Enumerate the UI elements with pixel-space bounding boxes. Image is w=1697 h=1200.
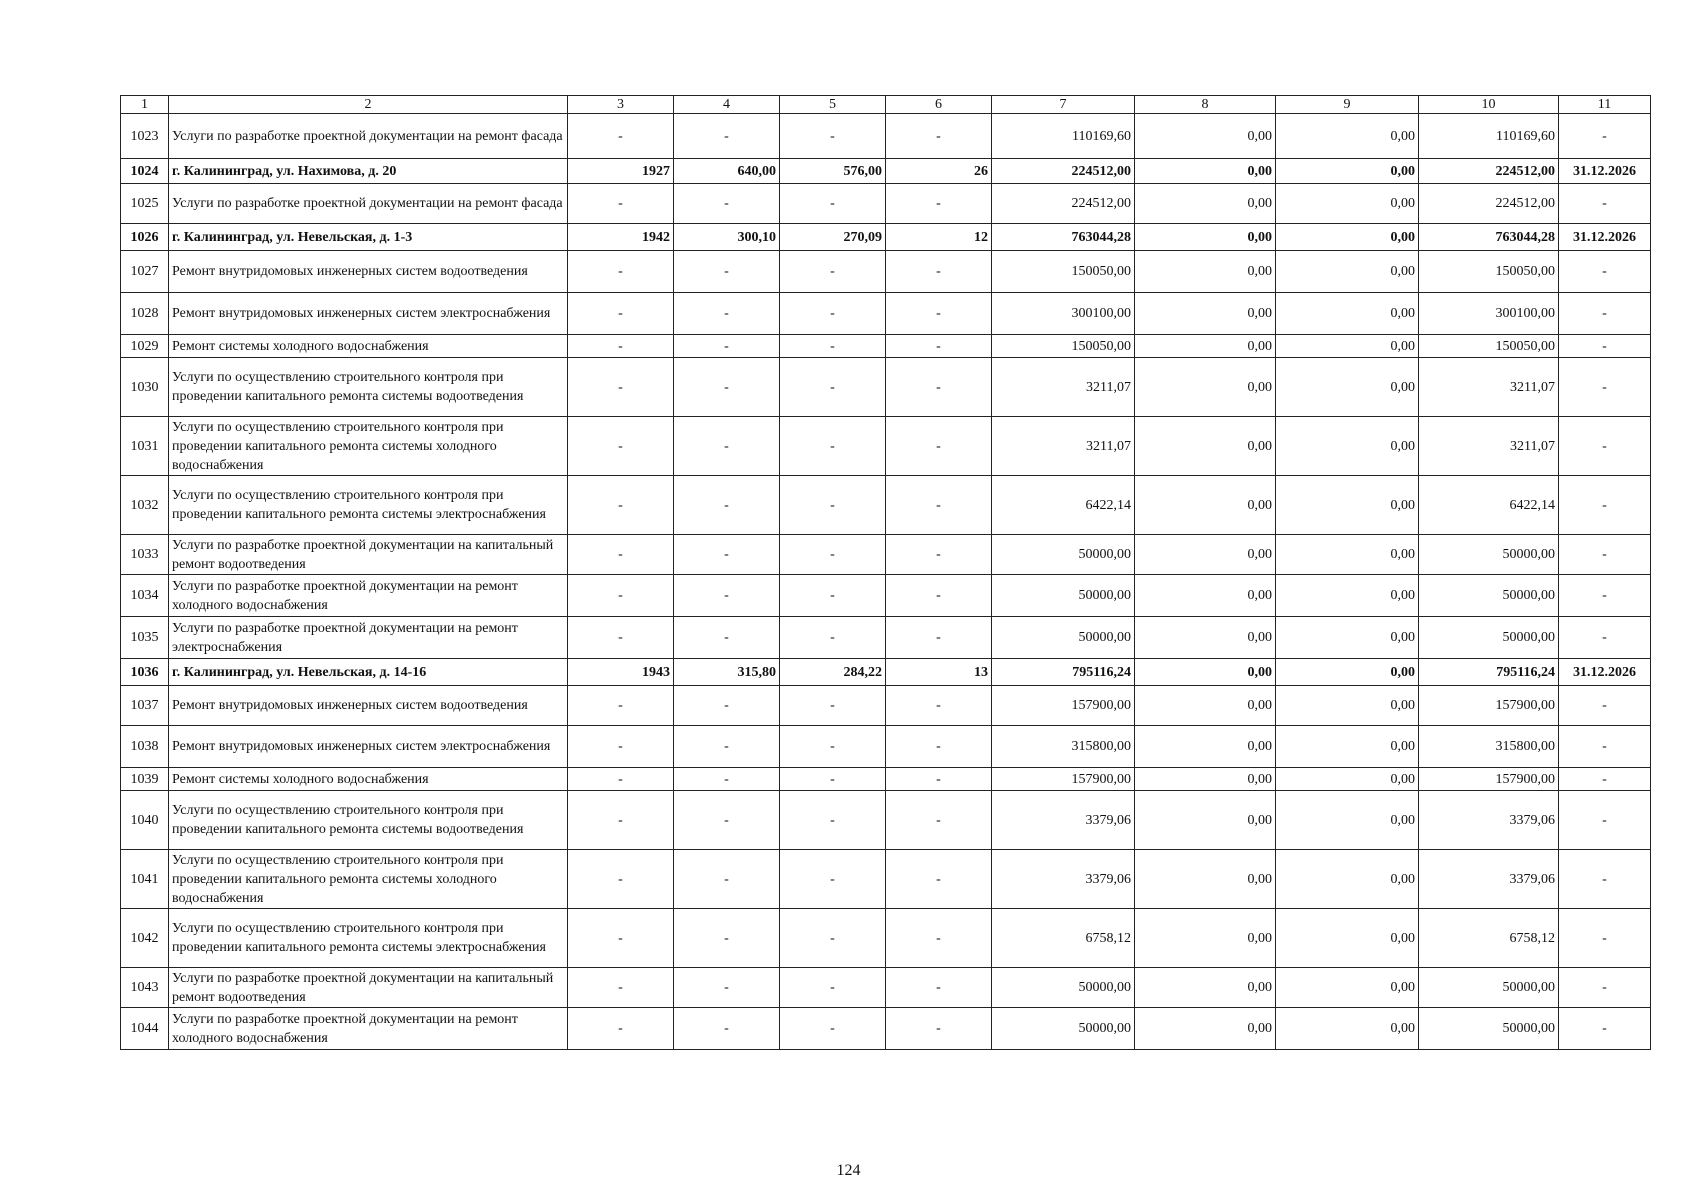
cell-c9: 0,00 [1276, 251, 1419, 293]
cell-c11: - [1559, 726, 1651, 768]
cell-c5: - [780, 791, 886, 850]
cell-c11: - [1559, 535, 1651, 575]
row-name: Ремонт внутридомовых инженерных систем электроснабжения [169, 726, 568, 768]
row-name: Услуги по осуществлению строительного контроля при проведении капитального ремонта системы холодного водоснабжения [169, 417, 568, 476]
row-name: Ремонт внутридомовых инженерных систем водоотведения [169, 251, 568, 293]
cell-c5: - [780, 850, 886, 909]
cell-c11: - [1559, 686, 1651, 726]
cell-c3: - [568, 476, 674, 535]
cell-c8: 0,00 [1135, 768, 1276, 791]
cell-c10: 150050,00 [1419, 251, 1559, 293]
cell-c3: - [568, 791, 674, 850]
row-number: 1035 [121, 617, 169, 659]
cell-c9: 0,00 [1276, 476, 1419, 535]
row-name: г. Калининград, ул. Невельская, д. 1-3 [169, 224, 568, 251]
cell-c4: - [674, 726, 780, 768]
cell-c5: - [780, 476, 886, 535]
table-row [121, 251, 1651, 293]
cell-c7: 224512,00 [992, 159, 1135, 184]
row-name: Услуги по разработке проектной документации на ремонт холодного водоснабжения [169, 1008, 568, 1050]
row-name: Услуги по разработке проектной документации на ремонт холодного водоснабжения [169, 575, 568, 617]
cell-c11: - [1559, 358, 1651, 417]
cell-c6: - [886, 850, 992, 909]
cell-c9: 0,00 [1276, 1008, 1419, 1050]
cell-c8: 0,00 [1135, 791, 1276, 850]
cell-c7: 50000,00 [992, 1008, 1135, 1050]
row-name: г. Калининград, ул. Нахимова, д. 20 [169, 159, 568, 184]
row-number: 1027 [121, 251, 169, 293]
cell-c8: 0,00 [1135, 686, 1276, 726]
cell-c6: - [886, 184, 992, 224]
cell-c9: 0,00 [1276, 659, 1419, 686]
cell-c5: - [780, 293, 886, 335]
table-row [121, 850, 1651, 909]
cell-c8: 0,00 [1135, 1008, 1276, 1050]
header-cell: 6 [886, 96, 992, 114]
row-name: Ремонт системы холодного водоснабжения [169, 335, 568, 358]
table-row [121, 358, 1651, 417]
cell-c7: 3211,07 [992, 417, 1135, 476]
cell-c5: - [780, 686, 886, 726]
cell-c6: - [886, 251, 992, 293]
header-cell: 7 [992, 96, 1135, 114]
cell-c4: 300,10 [674, 224, 780, 251]
cell-c11: 31.12.2026 [1559, 224, 1651, 251]
cell-c10: 50000,00 [1419, 617, 1559, 659]
table-row [121, 617, 1651, 659]
cell-c9: 0,00 [1276, 159, 1419, 184]
cell-c6: - [886, 791, 992, 850]
cell-c4: - [674, 791, 780, 850]
cell-c10: 795116,24 [1419, 659, 1559, 686]
cell-c3: - [568, 293, 674, 335]
table-row [121, 114, 1651, 159]
cell-c10: 6758,12 [1419, 909, 1559, 968]
cell-c11: - [1559, 184, 1651, 224]
cell-c11: - [1559, 968, 1651, 1008]
cell-c10: 3211,07 [1419, 417, 1559, 476]
cell-c7: 150050,00 [992, 335, 1135, 358]
cell-c8: 0,00 [1135, 476, 1276, 535]
cell-c4: - [674, 417, 780, 476]
cell-c9: 0,00 [1276, 791, 1419, 850]
row-number: 1041 [121, 850, 169, 909]
cell-c10: 763044,28 [1419, 224, 1559, 251]
cell-c4: 315,80 [674, 659, 780, 686]
cell-c3: - [568, 251, 674, 293]
cell-c5: - [780, 968, 886, 1008]
cell-c7: 50000,00 [992, 968, 1135, 1008]
cell-c9: 0,00 [1276, 968, 1419, 1008]
cell-c7: 50000,00 [992, 575, 1135, 617]
cell-c8: 0,00 [1135, 968, 1276, 1008]
row-number: 1040 [121, 791, 169, 850]
cell-c6: 26 [886, 159, 992, 184]
table-row [121, 791, 1651, 850]
cell-c10: 50000,00 [1419, 575, 1559, 617]
cell-c3: - [568, 114, 674, 159]
row-number: 1028 [121, 293, 169, 335]
cell-c6: - [886, 114, 992, 159]
cell-c6: 12 [886, 224, 992, 251]
cell-c4: - [674, 968, 780, 1008]
cell-c10: 3379,06 [1419, 850, 1559, 909]
cell-c7: 50000,00 [992, 535, 1135, 575]
row-name: Ремонт внутридомовых инженерных систем электроснабжения [169, 293, 568, 335]
row-number: 1033 [121, 535, 169, 575]
cell-c9: 0,00 [1276, 617, 1419, 659]
cell-c11: - [1559, 293, 1651, 335]
cell-c10: 157900,00 [1419, 686, 1559, 726]
address-row [121, 159, 1651, 184]
cell-c10: 224512,00 [1419, 184, 1559, 224]
cell-c8: 0,00 [1135, 358, 1276, 417]
cell-c6: - [886, 617, 992, 659]
table-row [121, 726, 1651, 768]
table-row [121, 535, 1651, 575]
cell-c4: 640,00 [674, 159, 780, 184]
cell-c4: - [674, 909, 780, 968]
cell-c9: 0,00 [1276, 726, 1419, 768]
cell-c5: - [780, 417, 886, 476]
header-cell: 2 [169, 96, 568, 114]
cell-c5: - [780, 726, 886, 768]
cell-c10: 50000,00 [1419, 1008, 1559, 1050]
cell-c3: - [568, 850, 674, 909]
cell-c3: - [568, 768, 674, 791]
cell-c4: - [674, 768, 780, 791]
cell-c7: 300100,00 [992, 293, 1135, 335]
cell-c4: - [674, 575, 780, 617]
cell-c6: - [886, 293, 992, 335]
cell-c9: 0,00 [1276, 850, 1419, 909]
cell-c9: 0,00 [1276, 686, 1419, 726]
cell-c9: 0,00 [1276, 224, 1419, 251]
cell-c8: 0,00 [1135, 659, 1276, 686]
cell-c8: 0,00 [1135, 850, 1276, 909]
table-row [121, 1008, 1651, 1050]
row-name: Услуги по осуществлению строительного контроля при проведении капитального ремонта системы электроснабжения [169, 476, 568, 535]
cell-c7: 157900,00 [992, 686, 1135, 726]
cell-c6: - [886, 535, 992, 575]
cell-c6: - [886, 686, 992, 726]
header-cell: 4 [674, 96, 780, 114]
cell-c8: 0,00 [1135, 159, 1276, 184]
row-number: 1043 [121, 968, 169, 1008]
cell-c3: - [568, 575, 674, 617]
cell-c8: 0,00 [1135, 224, 1276, 251]
cell-c10: 50000,00 [1419, 535, 1559, 575]
cell-c5: - [780, 1008, 886, 1050]
cell-c11: - [1559, 909, 1651, 968]
cell-c7: 3379,06 [992, 850, 1135, 909]
cell-c10: 150050,00 [1419, 335, 1559, 358]
cell-c9: 0,00 [1276, 535, 1419, 575]
cell-c5: 284,22 [780, 659, 886, 686]
cell-c5: - [780, 535, 886, 575]
cell-c5: - [780, 617, 886, 659]
row-name: Услуги по разработке проектной документации на капитальный ремонт водоотведения [169, 968, 568, 1008]
table-row [121, 293, 1651, 335]
row-number: 1029 [121, 335, 169, 358]
cell-c7: 6422,14 [992, 476, 1135, 535]
row-number: 1042 [121, 909, 169, 968]
row-number: 1044 [121, 1008, 169, 1050]
cell-c6: - [886, 335, 992, 358]
cell-c6: - [886, 768, 992, 791]
header-cell: 5 [780, 96, 886, 114]
cell-c6: - [886, 726, 992, 768]
cell-c5: - [780, 335, 886, 358]
cell-c11: - [1559, 335, 1651, 358]
cell-c7: 224512,00 [992, 184, 1135, 224]
row-name: Ремонт внутридомовых инженерных систем водоотведения [169, 686, 568, 726]
cell-c8: 0,00 [1135, 184, 1276, 224]
cell-c8: 0,00 [1135, 251, 1276, 293]
cell-c10: 224512,00 [1419, 159, 1559, 184]
row-number: 1031 [121, 417, 169, 476]
cell-c11: - [1559, 850, 1651, 909]
cell-c8: 0,00 [1135, 617, 1276, 659]
cell-c3: 1943 [568, 659, 674, 686]
address-row [121, 659, 1651, 686]
cell-c4: - [674, 617, 780, 659]
cell-c3: - [568, 909, 674, 968]
cell-c5: - [780, 768, 886, 791]
row-number: 1024 [121, 159, 169, 184]
header-cell: 9 [1276, 96, 1419, 114]
cell-c6: - [886, 417, 992, 476]
cell-c3: - [568, 617, 674, 659]
cell-c3: - [568, 417, 674, 476]
cell-c7: 50000,00 [992, 617, 1135, 659]
cell-c6: - [886, 968, 992, 1008]
cell-c10: 6422,14 [1419, 476, 1559, 535]
header-cell: 11 [1559, 96, 1651, 114]
cell-c8: 0,00 [1135, 575, 1276, 617]
cell-c10: 3211,07 [1419, 358, 1559, 417]
cell-c6: - [886, 1008, 992, 1050]
cell-c3: - [568, 184, 674, 224]
cell-c4: - [674, 1008, 780, 1050]
cell-c11: - [1559, 768, 1651, 791]
cell-c4: - [674, 184, 780, 224]
cell-c7: 3211,07 [992, 358, 1135, 417]
cell-c4: - [674, 850, 780, 909]
table-row [121, 476, 1651, 535]
cell-c4: - [674, 686, 780, 726]
row-number: 1036 [121, 659, 169, 686]
cell-c10: 50000,00 [1419, 968, 1559, 1008]
cell-c11: - [1559, 575, 1651, 617]
cell-c9: 0,00 [1276, 417, 1419, 476]
cell-c9: 0,00 [1276, 575, 1419, 617]
header-cell: 8 [1135, 96, 1276, 114]
cell-c3: 1927 [568, 159, 674, 184]
cell-c11: - [1559, 791, 1651, 850]
cell-c7: 157900,00 [992, 768, 1135, 791]
cell-c3: - [568, 726, 674, 768]
cell-c11: - [1559, 251, 1651, 293]
header-row [121, 96, 1651, 114]
header-cell: 1 [121, 96, 169, 114]
cell-c3: - [568, 335, 674, 358]
row-name: Услуги по разработке проектной документации на ремонт электроснабжения [169, 617, 568, 659]
cell-c11: 31.12.2026 [1559, 659, 1651, 686]
cell-c8: 0,00 [1135, 909, 1276, 968]
table-row [121, 335, 1651, 358]
cell-c3: 1942 [568, 224, 674, 251]
row-name: Услуги по осуществлению строительного контроля при проведении капитального ремонта системы водоотведения [169, 791, 568, 850]
cell-c6: - [886, 909, 992, 968]
row-name: Услуги по осуществлению строительного контроля при проведении капитального ремонта системы электроснабжения [169, 909, 568, 968]
row-number: 1039 [121, 768, 169, 791]
cell-c3: - [568, 1008, 674, 1050]
header-cell: 10 [1419, 96, 1559, 114]
row-number: 1026 [121, 224, 169, 251]
row-name: г. Калининград, ул. Невельская, д. 14-16 [169, 659, 568, 686]
cell-c6: - [886, 358, 992, 417]
cell-c9: 0,00 [1276, 184, 1419, 224]
cell-c4: - [674, 293, 780, 335]
row-number: 1037 [121, 686, 169, 726]
row-name: Услуги по разработке проектной документации на ремонт фасада [169, 114, 568, 159]
cell-c9: 0,00 [1276, 293, 1419, 335]
cell-c8: 0,00 [1135, 114, 1276, 159]
cell-c8: 0,00 [1135, 726, 1276, 768]
cell-c11: - [1559, 1008, 1651, 1050]
table-row [121, 575, 1651, 617]
cell-c9: 0,00 [1276, 335, 1419, 358]
row-name: Услуги по разработке проектной документации на капитальный ремонт водоотведения [169, 535, 568, 575]
row-name: Ремонт системы холодного водоснабжения [169, 768, 568, 791]
row-name: Услуги по разработке проектной документации на ремонт фасада [169, 184, 568, 224]
table-row [121, 909, 1651, 968]
table-row [121, 417, 1651, 476]
cell-c10: 110169,60 [1419, 114, 1559, 159]
cell-c9: 0,00 [1276, 114, 1419, 159]
cell-c6: - [886, 575, 992, 617]
row-number: 1030 [121, 358, 169, 417]
cell-c11: - [1559, 114, 1651, 159]
cell-c3: - [568, 535, 674, 575]
cell-c4: - [674, 114, 780, 159]
cell-c5: - [780, 358, 886, 417]
cell-c4: - [674, 335, 780, 358]
address-row [121, 224, 1651, 251]
cell-c10: 300100,00 [1419, 293, 1559, 335]
cell-c5: 576,00 [780, 159, 886, 184]
cell-c4: - [674, 476, 780, 535]
cell-c4: - [674, 358, 780, 417]
cell-c8: 0,00 [1135, 335, 1276, 358]
cell-c5: - [780, 184, 886, 224]
cell-c11: 31.12.2026 [1559, 159, 1651, 184]
row-number: 1034 [121, 575, 169, 617]
cell-c5: - [780, 114, 886, 159]
page-number: 124 [836, 1162, 861, 1179]
cell-c4: - [674, 535, 780, 575]
cell-c6: 13 [886, 659, 992, 686]
cell-c5: 270,09 [780, 224, 886, 251]
cell-c7: 795116,24 [992, 659, 1135, 686]
table-row [121, 968, 1651, 1008]
cell-c10: 315800,00 [1419, 726, 1559, 768]
cell-c9: 0,00 [1276, 909, 1419, 968]
cell-c10: 157900,00 [1419, 768, 1559, 791]
cell-c3: - [568, 686, 674, 726]
cell-c10: 3379,06 [1419, 791, 1559, 850]
row-number: 1023 [121, 114, 169, 159]
cell-c9: 0,00 [1276, 768, 1419, 791]
header-cell: 3 [568, 96, 674, 114]
cell-c9: 0,00 [1276, 358, 1419, 417]
cell-c8: 0,00 [1135, 293, 1276, 335]
cell-c6: - [886, 476, 992, 535]
cell-c3: - [568, 968, 674, 1008]
table-row [121, 686, 1651, 726]
row-number: 1038 [121, 726, 169, 768]
row-number: 1032 [121, 476, 169, 535]
cell-c3: - [568, 358, 674, 417]
cell-c11: - [1559, 617, 1651, 659]
cell-c11: - [1559, 476, 1651, 535]
cell-c4: - [674, 251, 780, 293]
cell-c7: 150050,00 [992, 251, 1135, 293]
data-table [120, 95, 1651, 1050]
cell-c7: 315800,00 [992, 726, 1135, 768]
row-number: 1025 [121, 184, 169, 224]
table-row [121, 184, 1651, 224]
cell-c5: - [780, 909, 886, 968]
cell-c8: 0,00 [1135, 417, 1276, 476]
cell-c7: 110169,60 [992, 114, 1135, 159]
table-row [121, 768, 1651, 791]
cell-c8: 0,00 [1135, 535, 1276, 575]
cell-c11: - [1559, 417, 1651, 476]
cell-c7: 763044,28 [992, 224, 1135, 251]
row-name: Услуги по осуществлению строительного контроля при проведении капитального ремонта системы холодного водоснабжения [169, 850, 568, 909]
cell-c7: 3379,06 [992, 791, 1135, 850]
row-name: Услуги по осуществлению строительного контроля при проведении капитального ремонта системы водоотведения [169, 358, 568, 417]
cell-c5: - [780, 575, 886, 617]
cell-c7: 6758,12 [992, 909, 1135, 968]
cell-c5: - [780, 251, 886, 293]
